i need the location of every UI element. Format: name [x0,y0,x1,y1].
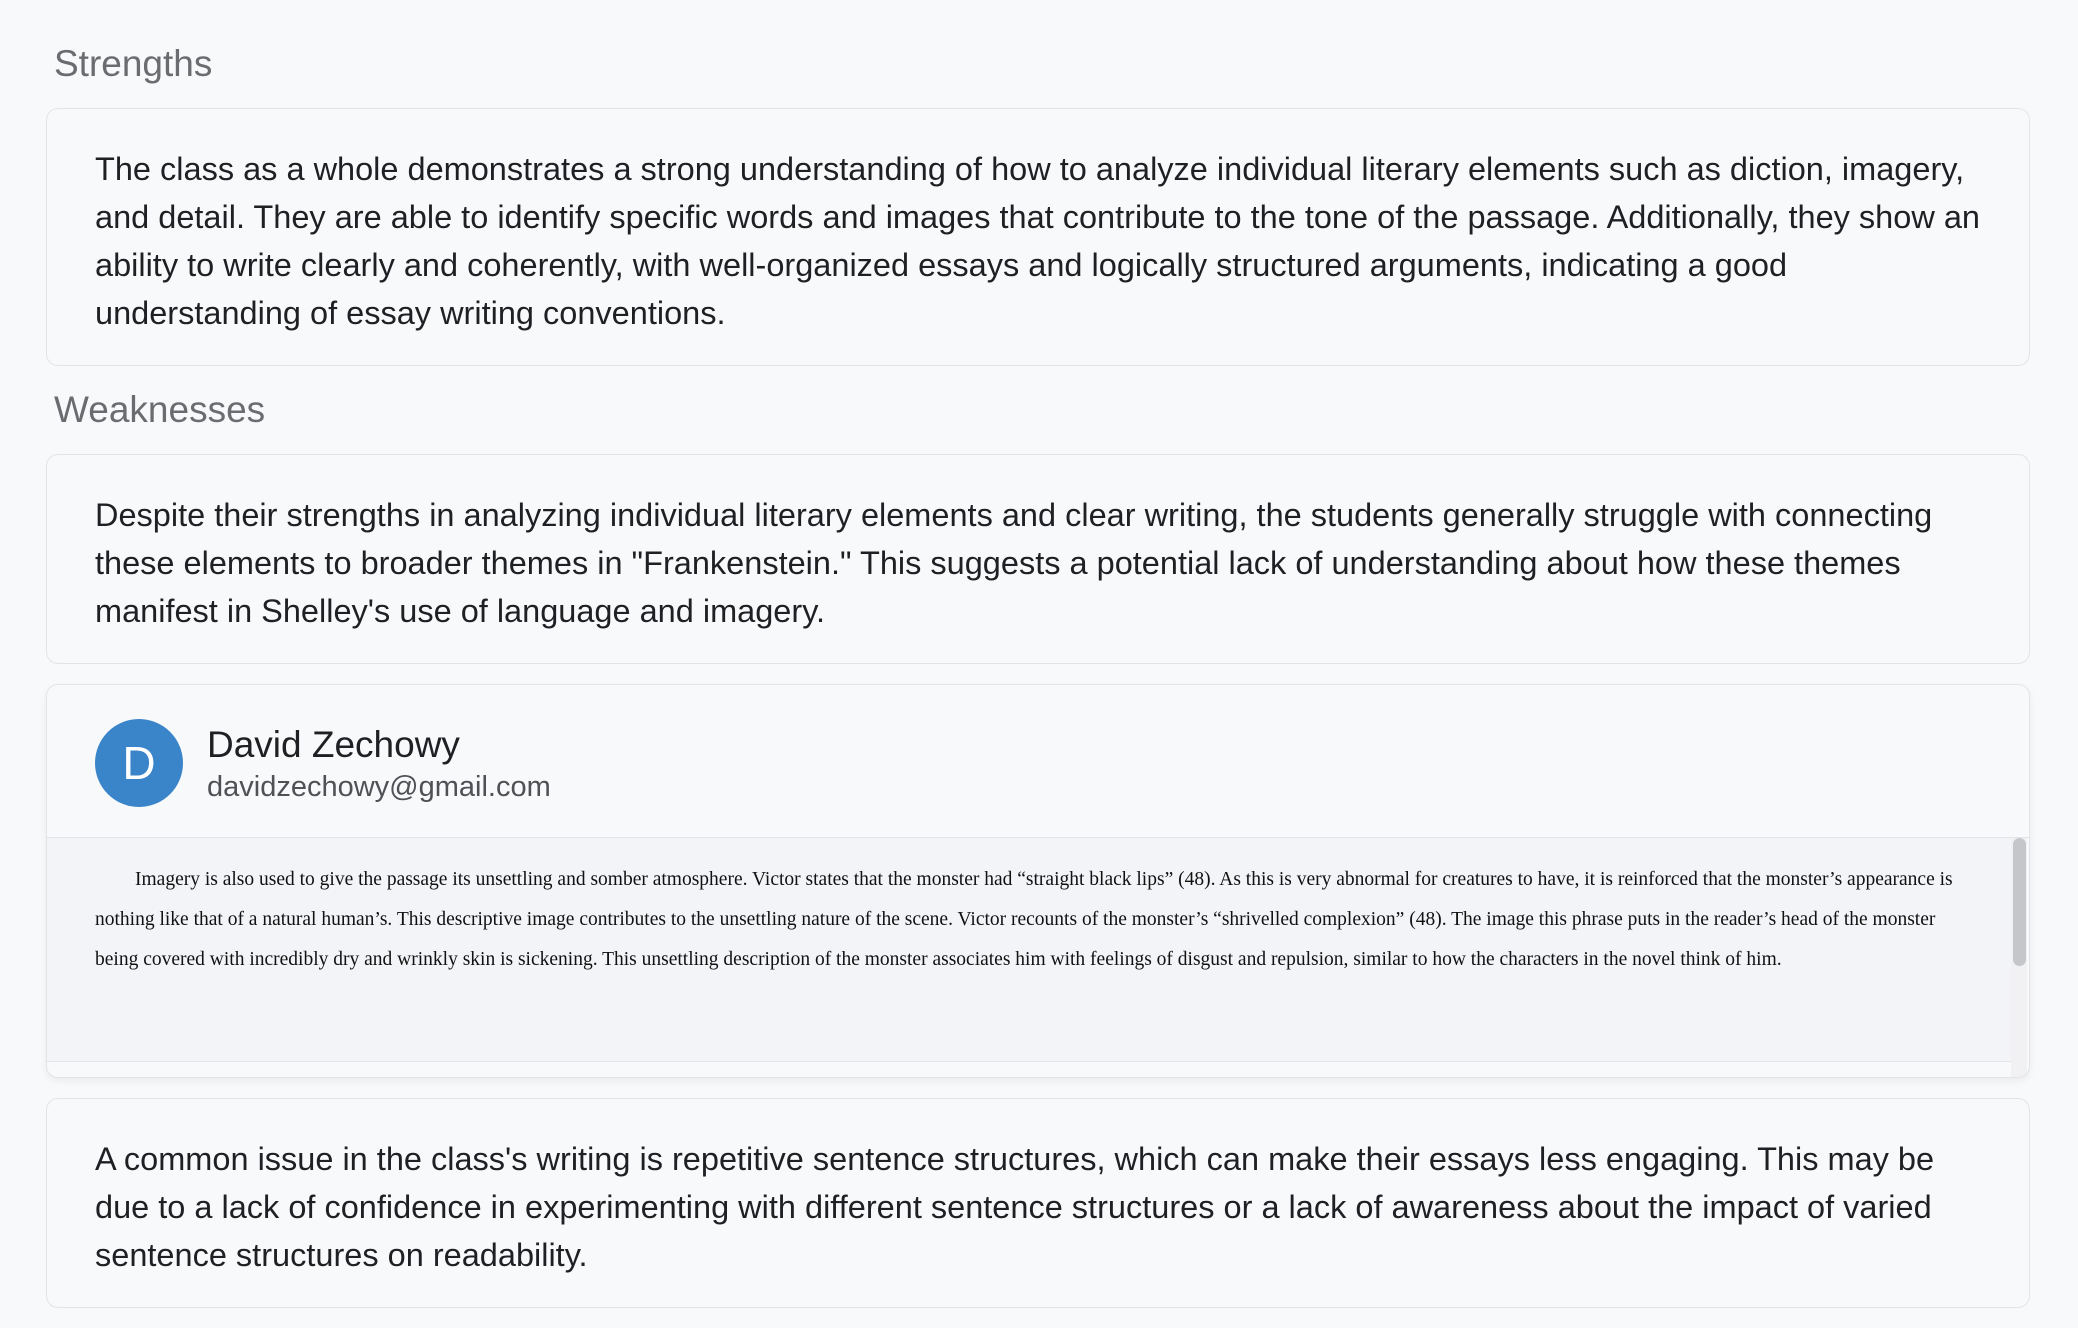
strengths-text: The class as a whole demonstrates a strong understanding of how to analyze individual literary elements such as diction, imagery, and detail. They are able to identify specific words and images that contribute to the tone of the passage. Additionally, they show an ability to write clearly and coherently, with well-organized essays and logically structured arguments, indicating a good understanding of essay writing conventions. [95,151,1980,331]
scrollbar-thumb[interactable] [2013,838,2026,966]
student-example-card [46,684,2030,1078]
sentence-structure-issue-text: A common issue in the class's writing is repetitive sentence structures, which can make their essays less engaging. This may be due to a lack of confidence in experimenting with different sentence structures or a lack of awareness about the impact of varied sentence structures on readability. [95,1141,1935,1273]
essay-excerpt [47,838,2013,1062]
student-email[interactable]: davidzechowy@gmail.com [207,771,551,803]
avatar: D [95,719,183,807]
excerpt-scrollbar[interactable] [2011,838,2027,1078]
student-header [47,685,2029,838]
weaknesses-text: Despite their strengths in analyzing individual literary elements and clear writing, the students generally struggle with connecting these elements to broader themes in "Frankenstein." This suggests a potential lack of understanding about how these themes manifest in Shelley's use of language and imagery. [95,497,1933,629]
strengths-card [46,108,2030,366]
strengths-heading: Strengths [54,43,213,84]
weaknesses-card [46,454,2030,664]
sentence-structure-issue-card [46,1098,2030,1308]
student-name: David Zechowy [207,724,460,765]
essay-excerpt-text: Imagery is also used to give the passage its unsettling and somber atmosphere. Victor states that the monster had “straight black lips” (48). As this is very abnormal for creatures to have, it is reinforced that the monster’s appearance is nothing like that of a natural human’s. This descriptive image contributes to the unsettling nature of the scene. Victor recounts of the monster’s “shrivelled complexion” (48). The image this phrase puts in the reader’s head of the monster being covered with incredibly dry and wrinkly skin is sickening. This unsettling description of the monster associates him with feelings of disgust and repulsion, similar to how the characters in the novel think of him. [95,869,1953,970]
weaknesses-heading: Weaknesses [54,389,266,430]
